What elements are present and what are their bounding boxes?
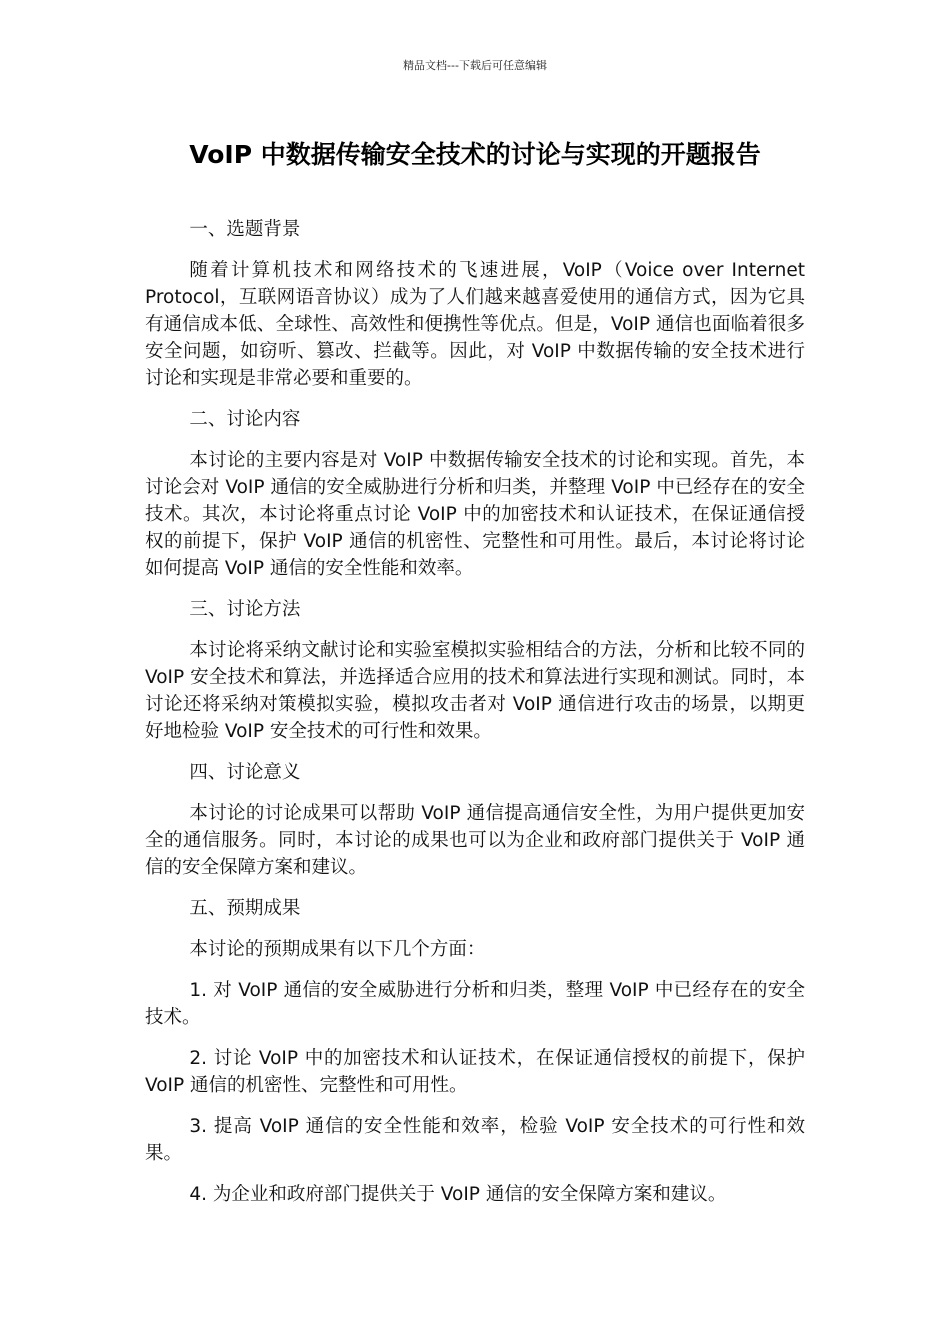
section-heading-background: 一、选题背景 — [189, 219, 301, 240]
paragraph-content: 本讨论的主要内容是对 VoIP 中数据传输安全技术的讨论和实现。首先，本讨论会对 VoIP 通信的安全威胁进行分析和归类，并整理 VoIP 中已经存在的安全技术。其次，本讨论将重点讨论 VoIP 中的加密技术和认证技术，在保证通信授权的前提下，保护 VoIP 通信的机密性、完整性和可用性。最后，本讨论将讨论如何提高 VoIP 通信的安全性能和效率。 — [145, 450, 805, 579]
expected-result-item-1: 1. 对 VoIP 通信的安全威胁进行分析和归类，整理 VoIP 中已经存在的安全技术。 — [145, 980, 805, 1028]
section-heading-significance: 四、讨论意义 — [189, 762, 301, 783]
section-heading-expected-results: 五、预期成果 — [189, 898, 301, 919]
expected-result-item-2: 2. 讨论 VoIP 中的加密技术和认证技术，在保证通信授权的前提下，保护 VoIP 通信的机密性、完整性和可用性。 — [145, 1048, 805, 1096]
section-heading-method: 三、讨论方法 — [189, 599, 301, 620]
section-heading-content: 二、讨论内容 — [189, 409, 301, 430]
document-body — [145, 216, 805, 1222]
paragraph-significance: 本讨论的讨论成果可以帮助 VoIP 通信提高通信安全性，为用户提供更加安全的通信服务。同时，本讨论的成果也可以为企业和政府部门提供关于 VoIP 通信的安全保障方案和建议。 — [145, 803, 805, 878]
expected-result-item-3: 3. 提高 VoIP 通信的安全性能和效率，检验 VoIP 安全技术的可行性和效果。 — [145, 1116, 805, 1164]
paragraph-expected-intro: 本讨论的预期成果有以下几个方面： — [189, 939, 486, 960]
paragraph-background: 随着计算机技术和网络技术的飞速进展，VoIP（Voice over Internet Protocol，互联网语音协议）成为了人们越来越喜爱使用的通信方式，因为它具有通信成本低、全球性、高效性和便携性等优点。但是，VoIP 通信也面临着很多安全问题，如窃听、篡改、拦截等。因此，对 VoIP 中数据传输的安全技术进行讨论和实现是非常必要和重要的。 — [145, 260, 805, 389]
page-header: 精品文档---下载后可任意编辑 — [403, 59, 547, 72]
expected-result-item-4: 4. 为企业和政府部门提供关于 VoIP 通信的安全保障方案和建议。 — [189, 1184, 727, 1205]
document-title: VoIP 中数据传输安全技术的讨论与实现的开题报告 — [189, 140, 761, 169]
paragraph-method: 本讨论将采纳文献讨论和实验室模拟实验相结合的方法，分析和比较不同的 VoIP 安全技术和算法，并选择适合应用的技术和算法进行实现和测试。同时，本讨论还将采纳对策模拟实验，模拟攻击者对 VoIP 通信进行攻击的场景，以期更好地检验 VoIP 安全技术的可行性和效果。 — [145, 640, 805, 742]
